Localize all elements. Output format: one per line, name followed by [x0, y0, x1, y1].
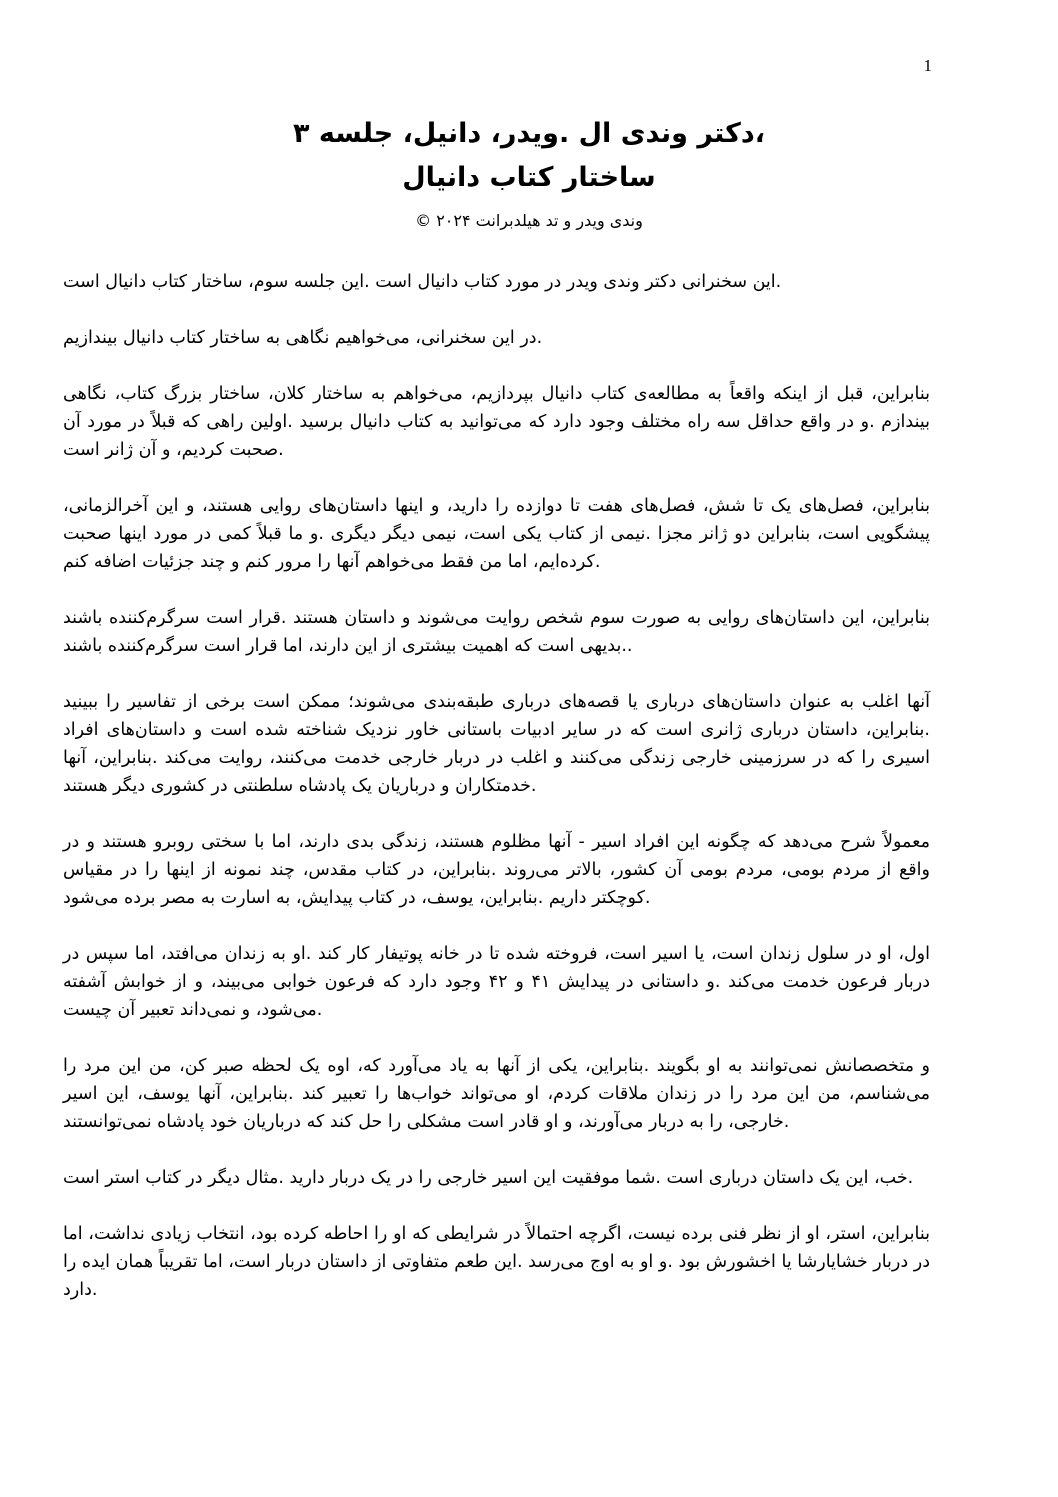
document-title: دکتر وندی ال .ویدر، دانیل، جلسه ۳،	[293, 118, 765, 149]
document-subtitle: ساختار کتاب دانیال	[402, 162, 656, 193]
body-paragraph: خب، این یک داستان درباری است .شما موفقیت این اسیر خارجی را در یک دربار دارید .مثال دیگر در کتاب استر است.	[63, 1168, 914, 1188]
document-body	[63, 268, 930, 1304]
body-paragraph: آنها اغلب به عنوان داستان‌های درباری یا قصه‌های درباری طبقه‌بندی می‌شوند؛ ممکن است برخی از تفاسیر را ببینید .بنابراین، داستان درباری ژانری است که در سایر ادبیات باستانی خاور نزدیک شناخته شده است و داستان‌های افراد اسیری را که در سرزمینی خارجی زندگی می‌کنند و اغلب در دربار خارجی خدمت می‌کنند، روایت می‌کند .بنابراین، آنها خدمتکاران و درباریان یک پادشاه سلطنتی در کشوری دیگر هستند.	[63, 692, 930, 796]
document-header	[0, 0, 1058, 236]
body-paragraph: و متخصصانش نمی‌توانند به او بگویند .بنابراین، یکی از آنها به یاد می‌آورد که، اوه یک لحظه صبر کن، من این مرد را می‌شناسم، من این مرد را در زندان ملاقات کردم، او می‌تواند خواب‌ها را تعبیر کند .بنابراین، آنها یوسف، این اسیر خارجی، را به دربار می‌آورند، و او قادر است مشکلی را حل کند که درباریان خود پادشاه نمی‌توانستند.	[63, 1056, 930, 1132]
copyright-line: © ۲۰۲۴ وندی ویدر و تد هیلدبرانت	[415, 211, 643, 230]
body-paragraph: معمولاً شرح می‌دهد که چگونه این افراد اسیر - آنها مظلوم هستند، زندگی بدی دارند، اما با سختی روبرو هستند و در واقع از مردم بومی، مردم بومی آن کشور، بالاتر می‌روند .بنابراین، در کتاب مقدس، چند نمونه از اینها را در مقیاس کوچکتر داریم .بنابراین، یوسف، در کتاب پیدایش، به اسارت به مصر برده می‌شود.	[63, 832, 930, 908]
body-paragraph: بنابراین، قبل از اینکه واقعاً به مطالعه‌ی کتاب دانیال بپردازیم، می‌خواهم به ساختار کلان، ساختار بزرگ کتاب، نگاهی بیندازم .و در واقع حداقل سه راه مختلف وجود دارد که می‌توانید به کتاب دانیال برسید .اولین راهی که قبلاً در مورد آن صحبت کردیم، و آن ژانر است.	[63, 384, 930, 460]
body-paragraph: این سخنرانی دکتر وندی ویدر در مورد کتاب دانیال است .این جلسه سوم، ساختار کتاب دانیال است.	[63, 272, 782, 292]
body-paragraph: بنابراین، فصل‌های یک تا شش، فصل‌های هفت تا دوازده را دارید، و اینها داستان‌های روایی هستند، و این آخرالزمانی، پیشگویی است، بنابراین دو ژانر مجزا .نیمی از کتاب یکی است، نیمی دیگر دیگری .و ما قبلاً کمی در مورد اینها صحبت کرده‌ایم، اما من فقط می‌خواهم آنها را مرور کنم و چند جزئیات اضافه کنم.	[63, 496, 930, 572]
body-paragraph: در این سخنرانی، می‌خواهیم نگاهی به ساختار کتاب دانیال بیندازیم.	[63, 328, 543, 348]
body-paragraph: بنابراین، استر، او از نظر فنی برده نیست، اگرچه احتمالاً در شرایطی که او را احاطه کرده بود، انتخاب زیادی نداشت، اما در دربار خشایارشا یا اخشورش بود .و او به اوج می‌رسد .این طعم متفاوتی از داستان دربار است، اما تقریباً همان ایده را دارد.	[63, 1224, 930, 1300]
body-paragraph: بنابراین، این داستان‌های روایی به صورت سوم شخص روایت می‌شوند و داستان هستند .قرار است سرگرم‌کننده باشند .بدیهی است که اهمیت بیشتری از این دارند، اما قرار است سرگرم‌کننده باشند.	[63, 608, 930, 656]
page-number: 1	[923, 56, 932, 75]
body-paragraph: اول، او در سلول زندان است، یا اسیر است، فروخته شده تا در خانه پوتیفار کار کند .او به زندان می‌افتد، اما سپس در دربار فرعون خدمت می‌کند .و داستانی در پیدایش ۴۱ و ۴۲ وجود دارد که فرعون خوابی می‌بیند، و از خوابش آشفته می‌شود، و نمی‌داند تعبیر آن چیست.	[63, 944, 930, 1020]
